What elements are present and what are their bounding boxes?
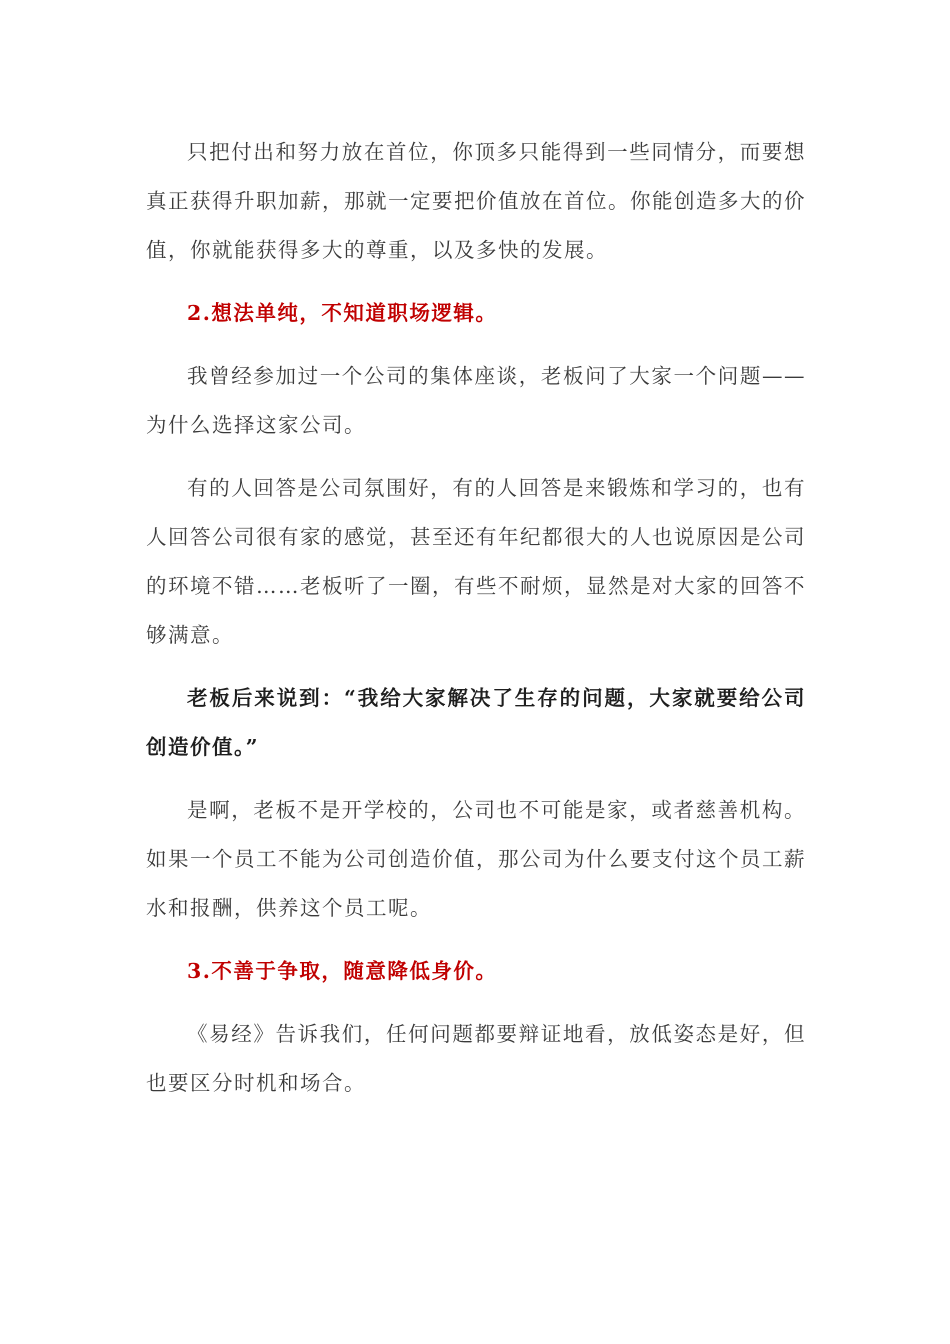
section-heading-3: 3.不善于争取，随意降低身价。 [187,959,498,983]
paragraph-meeting: 我曾经参加过一个公司的集体座谈，老板问了大家一个问题——为什么选择这家公司。 [146,364,806,437]
document-body [146,128,806,1122]
paragraph-company-not-home: 是啊，老板不是开学校的，公司也不可能是家，或者慈善机构。如果一个员工不能为公司创造价值，那公司为什么要支付这个员工薪水和报酬，供养这个员工呢。 [146,798,806,920]
section-heading-2: 2.想法单纯，不知道职场逻辑。 [187,301,498,325]
paragraph-answers: 有的人回答是公司氛围好，有的人回答是来锻炼和学习的，也有人回答公司很有家的感觉，甚至还有年纪都很大的人也说原因是公司的环境不错……老板听了一圈，有些不耐烦，显然是对大家的回答不够满意。 [146,476,806,647]
paragraph-boss-quote: 老板后来说到：“我给大家解决了生存的问题，大家就要给公司创造价值。” [146,686,806,759]
paragraph-yijing: 《易经》告诉我们，任何问题都要辩证地看，放低姿态是好，但也要区分时机和场合。 [146,1022,806,1095]
paragraph-value-first: 只把付出和努力放在首位，你顶多只能得到一些同情分，而要想真正获得升职加薪，那就一定要把价值放在首位。你能创造多大的价值，你就能获得多大的尊重，以及多快的发展。 [146,140,806,262]
